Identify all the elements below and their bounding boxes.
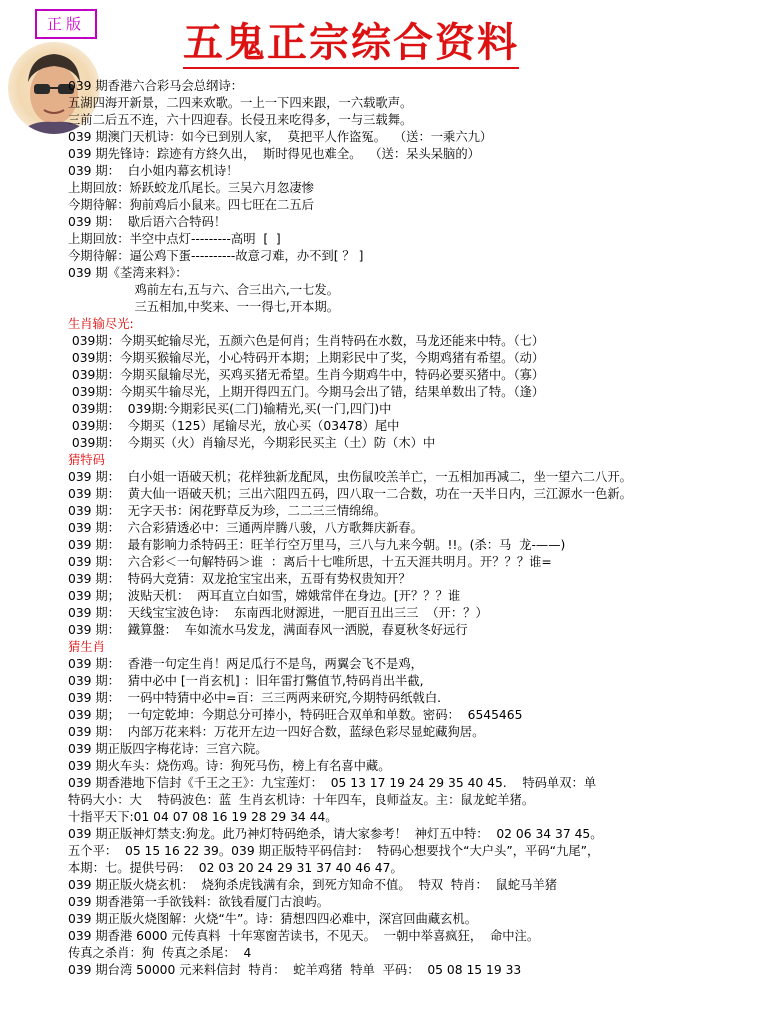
page-title: 五鬼正宗综合资料 [183,20,519,69]
content-line: 039 期： 特码大竞猜：双龙抢宝宝出来，五哥有势权贵知开？ [68,572,411,586]
content-line: 039 期火车头：烧伤鸡。诗：狗死马伤，榜上有名喜中藏。 [68,759,391,773]
content-line: 039 期正版四字梅花诗：三宫六院。 [68,742,268,756]
content-line: 039 期： 六合彩猜透必中：三通两岸腾八骏，八方歌舞庆新春。 [68,521,423,535]
content-line: 039 期正版火烧玄机： 烧狗杀虎钱满有余，到死方知命不值。 特双 特肖： 鼠蛇马羊猪 [68,878,558,892]
content-line: 039 期： 天线宝宝波色诗： 东南西北财源进，一肥百丑出三三 （开：？） [68,606,488,620]
section-heading: 猜特码 [68,453,105,467]
content-line: 三五相加,中奖来、一一得七,开本期。 [68,300,340,314]
content-line: 039期：今期买猴输尽光，小心特码开本期；上期彩民中了奖，今期鸡猪有希望。（动） [68,351,545,365]
content-line: 本期：七。提供号码： 02 03 20 24 29 31 37 40 46 47。 [68,861,403,875]
content-line: 039 期； 一句定乾坤：今期总分可捧小，特码旺合双单和单数。密码： 6545465 [68,708,523,722]
content-line: 上期回放：矫跃蛟龙爪尾长。三吴六月忽凄惨 [68,181,314,195]
content-line: 039 期： 白小姐内幕玄机诗！ [68,164,239,178]
content-line: 039 期： 黄大仙一语破天机；三出六阻四五码，四八取一二合数，功在一天半日内，三江源水一色新。 [68,487,632,501]
content-line: 五湖四海开新景，二四来欢歌。一上一下四来跟，一六载歌声。 [68,96,413,110]
content-line: 039期： 039期:今期彩民买(二门)输精光,买(一门,四门)中 [68,402,392,416]
content-line: 039 期； 波贴天机： 两耳直立白如雪，嫦娥常伴在身边。[开？？？谁 [68,589,461,603]
content-line: 039期： 今期买（火）肖输尽光，今期彩民买主（土）防（木）中 [68,436,436,450]
content-line: 039 期澳门天机诗：如今已到别人家， 莫把平人作盗冤。 （送：一乘六九） [68,130,493,144]
content-line: 039 期： 无字天书：闲花野草反为珍，二二三三情绵绵。 [68,504,387,518]
content-line: 039 期： 内部万花来料：万花开左边一四好合数，蓝绿色彩尽显蛇藏狗居。 [68,725,485,739]
content-line: 039 期： 白小姐一语破天机；花样独新龙配凤，虫伤鼠咬羔羊亡，一五相加再减二，坐一望六二八开。 [68,470,632,484]
content-line: 039 期《荃湾来料》： [68,266,188,280]
content-line: 039 期正版火烧图解：火烧“牛”。诗：猜想四四必难中，深宫回曲藏玄机。 [68,912,478,926]
content-line: 上期回放：半空中点灯---------高明 [ ] [68,232,281,246]
content-line: 三前二后五不连，六十四迎春。长侵丑来吃得多，一与三载舞。 [68,113,413,127]
content-lines [68,78,756,979]
content-line: 十指平天下:01 04 07 08 16 19 28 29 34 44。 [68,810,338,824]
content-line: 今期待解：逼公鸡下蛋----------故意刁难，办不到[ ？ ] [68,249,364,263]
content-line: 039 期： 香港一句定生肖！两足瓜行不是鸟，两翼会飞不是鸡， [68,657,423,671]
content-line: 039 期香港 6000 元传真料 十年寒窗苦读书，不见天。 一朝中举喜疯狂， 命中注。 [68,929,540,943]
content-line: 039 期香港地下信封《千王之王》：九宝莲灯： 05 13 17 19 24 29 35 40 45. 特码单双：单 [68,776,597,790]
content-line: 今期待解：狗前鸡后小鼠来。四七旺在二五后 [68,198,314,212]
content-line: 039期： 今期买（125）尾输尽光，放心买（03478）尾中 [68,419,400,433]
content-line: 鸡前左右,五与六、合三出六,一七发。 [68,283,340,297]
content-line: 五个平： 05 15 16 22 39。039 期正版特平码信封： 特码心想要找个“大户头”，平码“九尾”， [68,844,600,858]
content-line: 039 期： 六合彩＜一句解特码＞谁 ：离后十七唯所思，十五天涯共明月。开？？？谁= [68,555,552,569]
content-line: 039期：今期买鼠输尽光，买鸡买猪无希望。生肖今期鸡牛中，特码必要买猪中。（寡） [68,368,545,382]
content-line: 039期：今期买蛇输尽光，五颜六色是何肖；生肖特码在水数，马龙还能来中特。（七） [68,334,545,348]
content-line: 039 期： 最有影响力杀特码王：旺羊行空万里马，三八与九来今朝。!!。(杀：马 龙-——) [68,538,566,552]
content-line: 039 期先锋诗：踪迹有方終久出， 斯时得见也难全。 （送：呆头呆脑的） [68,147,480,161]
content-line: 039 期正版神灯禁支:狗龙。此乃神灯特码绝杀，请大家参考！ 神灯五中特： 02 06 34 37 45。 [68,827,603,841]
content-line: 039 期： 猜中必中 [一肖玄机] ：旧年雷打鷩值节,特码肖出半截, [68,674,424,688]
content-line: 039期：今期买牛输尽光，上期开得四五门。今期马会出了错，结果单数出了特。（逢） [68,385,545,399]
content-line: 039 期香港第一手欲钱料：欲钱看厦门古浪屿。 [68,895,330,909]
content-line: 039 期： 一码中特猜中必中=百：三三两两来研究,今期特码纸戟白. [68,691,442,705]
content-line: 特码大小：大 特码波色：蓝 生肖玄机诗：十年四车，良师益友。主：鼠龙蛇羊猪。 [68,793,535,807]
section-heading: 生肖输尽光: [68,317,134,331]
content-line: 039 期台湾 50000 元来料信封 特肖： 蛇羊鸡猪 特单 平码： 05 08 15 19 33 [68,963,522,977]
content-line: 039 期香港六合彩马会总纲诗： [68,79,243,93]
section-heading: 猜生肖 [68,640,105,654]
edition-badge: 正版 [35,9,97,39]
content-line: 039 期： 鐵算盤： 车如流水马发龙，满面春风一洒脱，春夏秋冬好远行 [68,623,468,637]
content-line: 传真之杀肖：狗 传真之杀尾： 4 [68,946,252,960]
content-line: 039 期： 歇后语六合特码！ [68,215,227,229]
